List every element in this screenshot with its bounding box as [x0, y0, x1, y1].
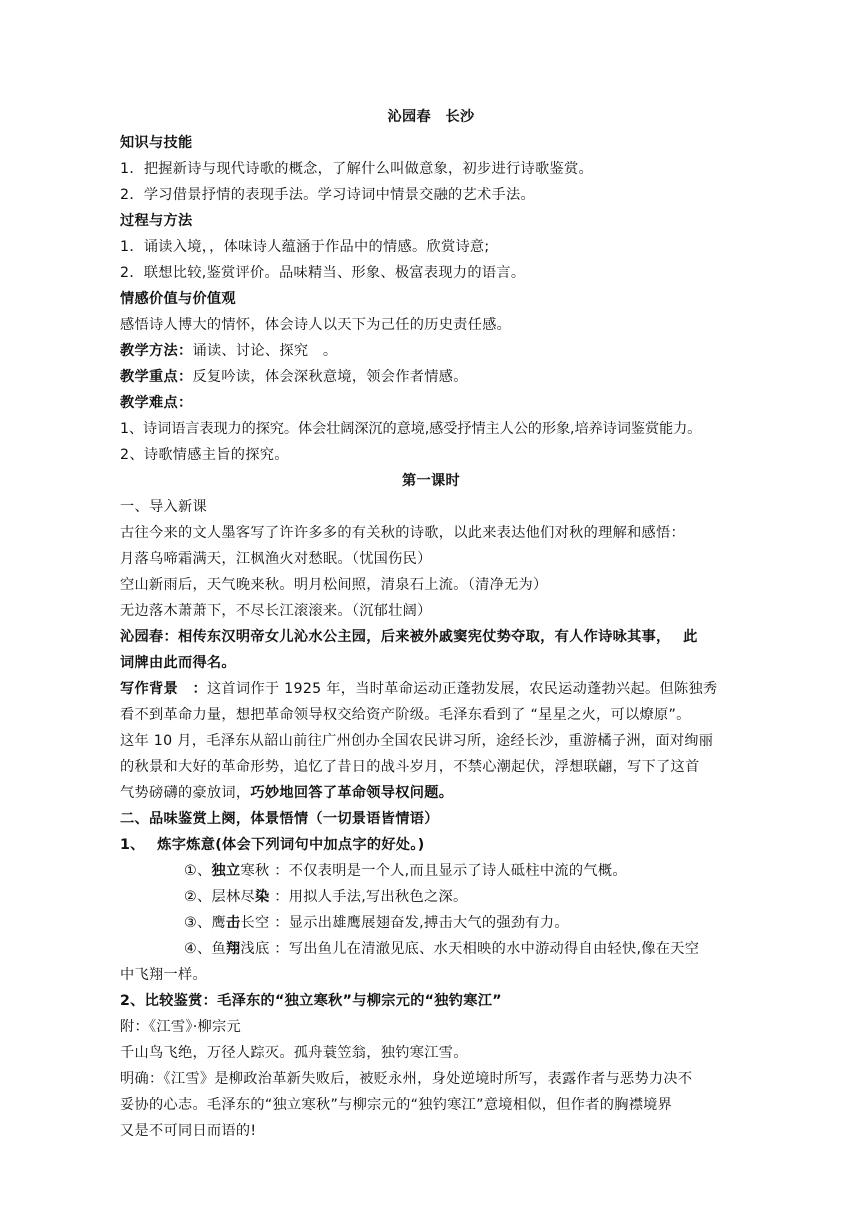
method-label: 教学方法：: [120, 343, 193, 359]
word-note: ：显示出雄鹰展翅奋发,搏击大气的强劲有力。: [274, 915, 569, 931]
qinyuan-note: 沁园春：相传东汉明帝女儿沁水公主园，后来被外戚窦宪仗势夺取，有人作诗咏其事， 此: [120, 629, 698, 645]
background-line: 的秋景和大好的革命形势，追忆了昔日的战斗岁月，不禁心潮起伏，浮想联翩，写下了这首: [120, 759, 700, 775]
difficulty-label: 教学难点：: [120, 395, 193, 411]
word-post: 长空: [240, 915, 270, 931]
focus-label: 教学重点：: [120, 369, 193, 385]
word-bold: 独立: [211, 863, 241, 879]
intro-heading: 一、导入新课: [120, 499, 207, 515]
word-post: 寒秋: [240, 863, 270, 879]
document-page: [120, 104, 742, 1144]
word-note: ：不仅表明是一个人,而且显示了诗人砥柱中流的气概。: [274, 863, 627, 879]
difficulty-item: 2、诗歌情感主旨的探究。: [120, 447, 289, 463]
explain-line: 明确：《江雪》是柳政治革新失败后，被贬永州，身处逆境时所写，表露作者与恶势力决不: [120, 1071, 693, 1087]
poem-line: 月落乌啼霜满天，江枫渔火对愁眠。（忧国伤民）: [120, 551, 432, 567]
word-pre: ④、鱼: [184, 941, 226, 957]
word-item: [120, 884, 742, 910]
poem-line: 无边落木萧萧下，不尽长江滚滚来。（沉郁壮阔）: [120, 603, 432, 619]
teaching-focus: [120, 364, 742, 390]
word-bold: 翔: [226, 941, 241, 957]
section2-sub2: 2、比较鉴赏：毛泽东的“独立寒秋”与柳宗元的“独钓寒江”: [120, 993, 502, 1009]
emotion-heading: 情感价值与价值观: [120, 291, 236, 307]
word-note: ：写出鱼儿在清澈见底、水天相映的水中游动得自由轻快,像在天空: [274, 941, 700, 957]
word-bold: 染: [254, 889, 270, 905]
background-text: 气势磅礴的豪放词，: [120, 785, 251, 801]
word-pre: ①、: [184, 863, 212, 879]
process-item: 2．联想比较,鉴赏评价。品味精当、形象、极富表现力的语言。: [120, 265, 526, 281]
appendix-line: 附：《江雪》·柳宗元: [120, 1019, 241, 1035]
teaching-method: [120, 338, 742, 364]
qinyuan-note-cont: 词牌由此而得名。: [120, 655, 236, 671]
background-line: [120, 780, 742, 806]
background-label: 写作背景 ：: [120, 681, 207, 697]
background-text: 这首词作于 1925 年，当时革命运动正蓬勃发展，农民运动蓬勃兴起。但陈独秀: [206, 681, 718, 697]
knowledge-item: 2．学习借景抒情的表现手法。学习诗词中情景交融的艺术手法。: [120, 187, 535, 203]
page-title: 沁园春 长沙: [387, 109, 475, 125]
knowledge-item: 1．把握新诗与现代诗歌的概念，了解什么叫做意象，初步进行诗歌鉴赏。: [120, 161, 593, 177]
focus-text: 反复吟读，体会深秋意境，领会作者情感。: [192, 369, 468, 385]
section2-sub1: 1、 炼字炼意(体会下列词句中加点字的好处。): [120, 837, 425, 853]
process-heading: 过程与方法: [120, 213, 193, 229]
word-pre: ②、层林尽: [184, 889, 255, 905]
jiangxue-poem: 千山鸟飞绝，万径人踪灭。孤舟蓑笠翁，独钓寒江雪。: [120, 1045, 468, 1061]
knowledge-heading: 知识与技能: [120, 135, 193, 151]
background-line: [120, 676, 742, 702]
explain-line: 又是不可同日而语的!: [120, 1123, 257, 1139]
word-item: [120, 936, 742, 962]
word-item: [120, 910, 742, 936]
poem-line: 空山新雨后，天气晚来秋。明月松间照，清泉石上流。（清净无为）: [120, 577, 548, 593]
background-line: 这年 10 月，毛泽东从韶山前往广州创办全国农民讲习所，途经长沙，重游橘子洲，面对绚丽: [120, 733, 714, 749]
emotion-text: 感悟诗人博大的情怀，体会诗人以天下为己任的历史责任感。: [120, 317, 512, 333]
word-pre: ③、鹰: [184, 915, 226, 931]
word-item-cont: 中飞翔一样。: [120, 967, 207, 983]
word-post: 浅底: [240, 941, 270, 957]
process-item: 1．诵读入境，，体味诗人蕴涵于作品中的情感。欣赏诗意;: [120, 239, 490, 255]
difficulty-item: 1、诗词语言表现力的探究。体会壮阔深沉的意境,感受抒情主人公的形象,培养诗词鉴赏能力。: [120, 421, 702, 437]
section2-heading: 二、品味鉴赏上阕，体景悟情（一切景语皆情语）: [120, 811, 439, 827]
word-bold: 击: [226, 915, 241, 931]
background-line: 看不到革命力量，想把革命领导权交给资产阶级。毛泽东看到了 “星星之火，可以燎原”。: [120, 707, 691, 723]
method-text: 诵读、讨论、探究 。: [192, 343, 338, 359]
word-note: ：用拟人手法,写出秋色之深。: [274, 889, 468, 905]
background-bold-tail: 巧妙地回答了革命领导权问题。: [250, 785, 454, 801]
lesson-heading: 第一课时: [402, 473, 460, 489]
word-item: [120, 858, 742, 884]
explain-line: 妥协的心志。毛泽东的“独立寒秋”与柳宗元的“独钓寒江”意境相似，但作者的胸襟境界: [120, 1097, 673, 1113]
intro-text: 古往今来的文人墨客写了许许多多的有关秋的诗歌，以此来表达他们对秋的理解和感悟：: [120, 525, 686, 541]
